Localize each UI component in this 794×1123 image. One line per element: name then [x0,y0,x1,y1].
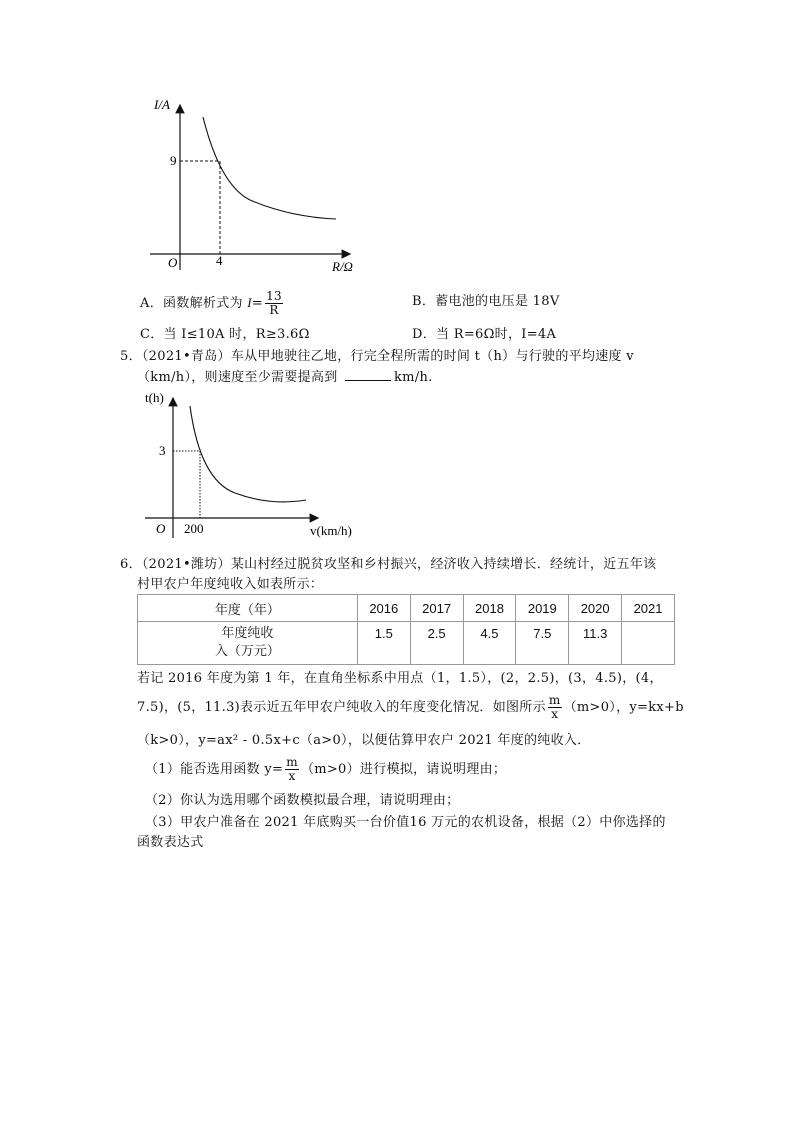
q6-paragraph-line3: （k>0），y=ax² - 0.5x+c（a>0），以便估算甲农户 2021 年度的纯收入． [137,733,591,748]
y-tick-label: 3 [159,443,166,458]
option-d: D．当 R=6Ω时，I=4A [412,327,557,342]
q6-line1: 6．（2021•潍坊）某山村经过脱贫攻坚和乡村振兴，经济收入持续增长．经统计，近五年该 [120,557,657,572]
year-cell: 2017 [410,595,463,622]
option-a-fraction [265,290,283,317]
x-axis-label: v(km/h) [310,523,352,538]
q5-line2-text: （km/h），则速度至少需要提高到 [137,370,342,385]
q6-p2-tail: （m>0），y=kx+b [563,700,684,715]
fraction-denominator: x [551,707,559,721]
inverse-curve [203,117,336,219]
q6-sub1-text: （1）能否选用函数 y= [145,762,284,777]
row-label-line2: 入（万元） [214,644,280,659]
value-cell: 7.5 [516,622,569,665]
row-label-cell [138,622,358,665]
fraction-numerator: m [286,755,298,769]
year-cell: 2019 [516,595,569,622]
option-b: B．蓄电池的电压是 18V [412,294,560,309]
option-c: C．当 I≤10A 时，R≥3.6Ω [140,327,310,342]
header-label-cell: 年度（年） [138,595,358,622]
current-resistance-graph [140,95,370,275]
option-a [140,290,285,317]
q6-sub1-tail: （m>0）进行模拟，请说明理由； [300,762,507,777]
q6-line2: 村甲农户年度纯收入如表所示： [137,577,324,592]
income-table [137,594,675,665]
q6-sub3-line1: （3）甲农户准备在 2021 年底购买一台价值16 万元的农机设备，根据（2）中你选择的 [145,815,666,830]
q5-line1: 5．（2021•青岛）车从甲地驶往乙地，行完全程所需的时间 t（h）与行驶的平均速度 v [120,349,634,364]
table-value-row [138,622,675,665]
inverse-curve [190,406,306,502]
y-axis-label: I/A [154,97,170,112]
year-cell: 2018 [463,595,516,622]
q6-sub2: （2）你认为选用哪个函数模拟最合理，请说明理由； [145,793,460,808]
fraction-denominator: R [269,303,279,317]
option-a-prefix: A．函数解析式为 [140,296,248,311]
m-over-x-fraction [548,694,562,721]
origin-label: O [156,521,166,536]
m-over-x-fraction [285,756,299,783]
answer-blank [345,368,391,381]
value-cell: 1.5 [357,622,410,665]
row-label-line1: 年度纯收 [221,626,274,641]
value-cell: 4.5 [463,622,516,665]
value-cell: 11.3 [569,622,622,665]
fraction-numerator: m [548,693,561,707]
year-cell: 2021 [622,595,675,622]
q6-paragraph-line2 [137,694,684,721]
time-speed-graph [140,390,365,540]
q6-sub3-line2: 函数表达式 [137,835,204,850]
x-tick-label: 200 [184,521,204,536]
y-tick-label: 9 [170,153,177,168]
table-header-row [138,595,675,622]
value-cell: 2.5 [410,622,463,665]
origin-label: O [168,255,178,270]
fraction-numerator: 13 [266,289,282,303]
q5-line2-unit: km/h. [394,370,433,385]
q6-p2-text: 7.5)，(5，11.3)表示近五年甲农户纯收入的年度变化情况．如图所示 [137,700,546,715]
x-tick-label: 4 [216,253,223,268]
option-a-eq: = [251,296,264,311]
year-cell: 2020 [569,595,622,622]
q6-paragraph-line1: 若记 2016 年度为第 1 年，在直角坐标系中用点（1，1.5），(2，2.5)，(3，4.5)，(4， [137,671,663,686]
y-axis-label: t(h) [145,390,164,405]
fraction-denominator: x [288,769,296,783]
x-axis-label: R/Ω [332,259,353,274]
q5-line2 [137,368,433,387]
value-cell [622,622,675,665]
q6-sub1 [145,756,506,783]
option-a-var: I [247,295,252,310]
year-cell: 2016 [357,595,410,622]
